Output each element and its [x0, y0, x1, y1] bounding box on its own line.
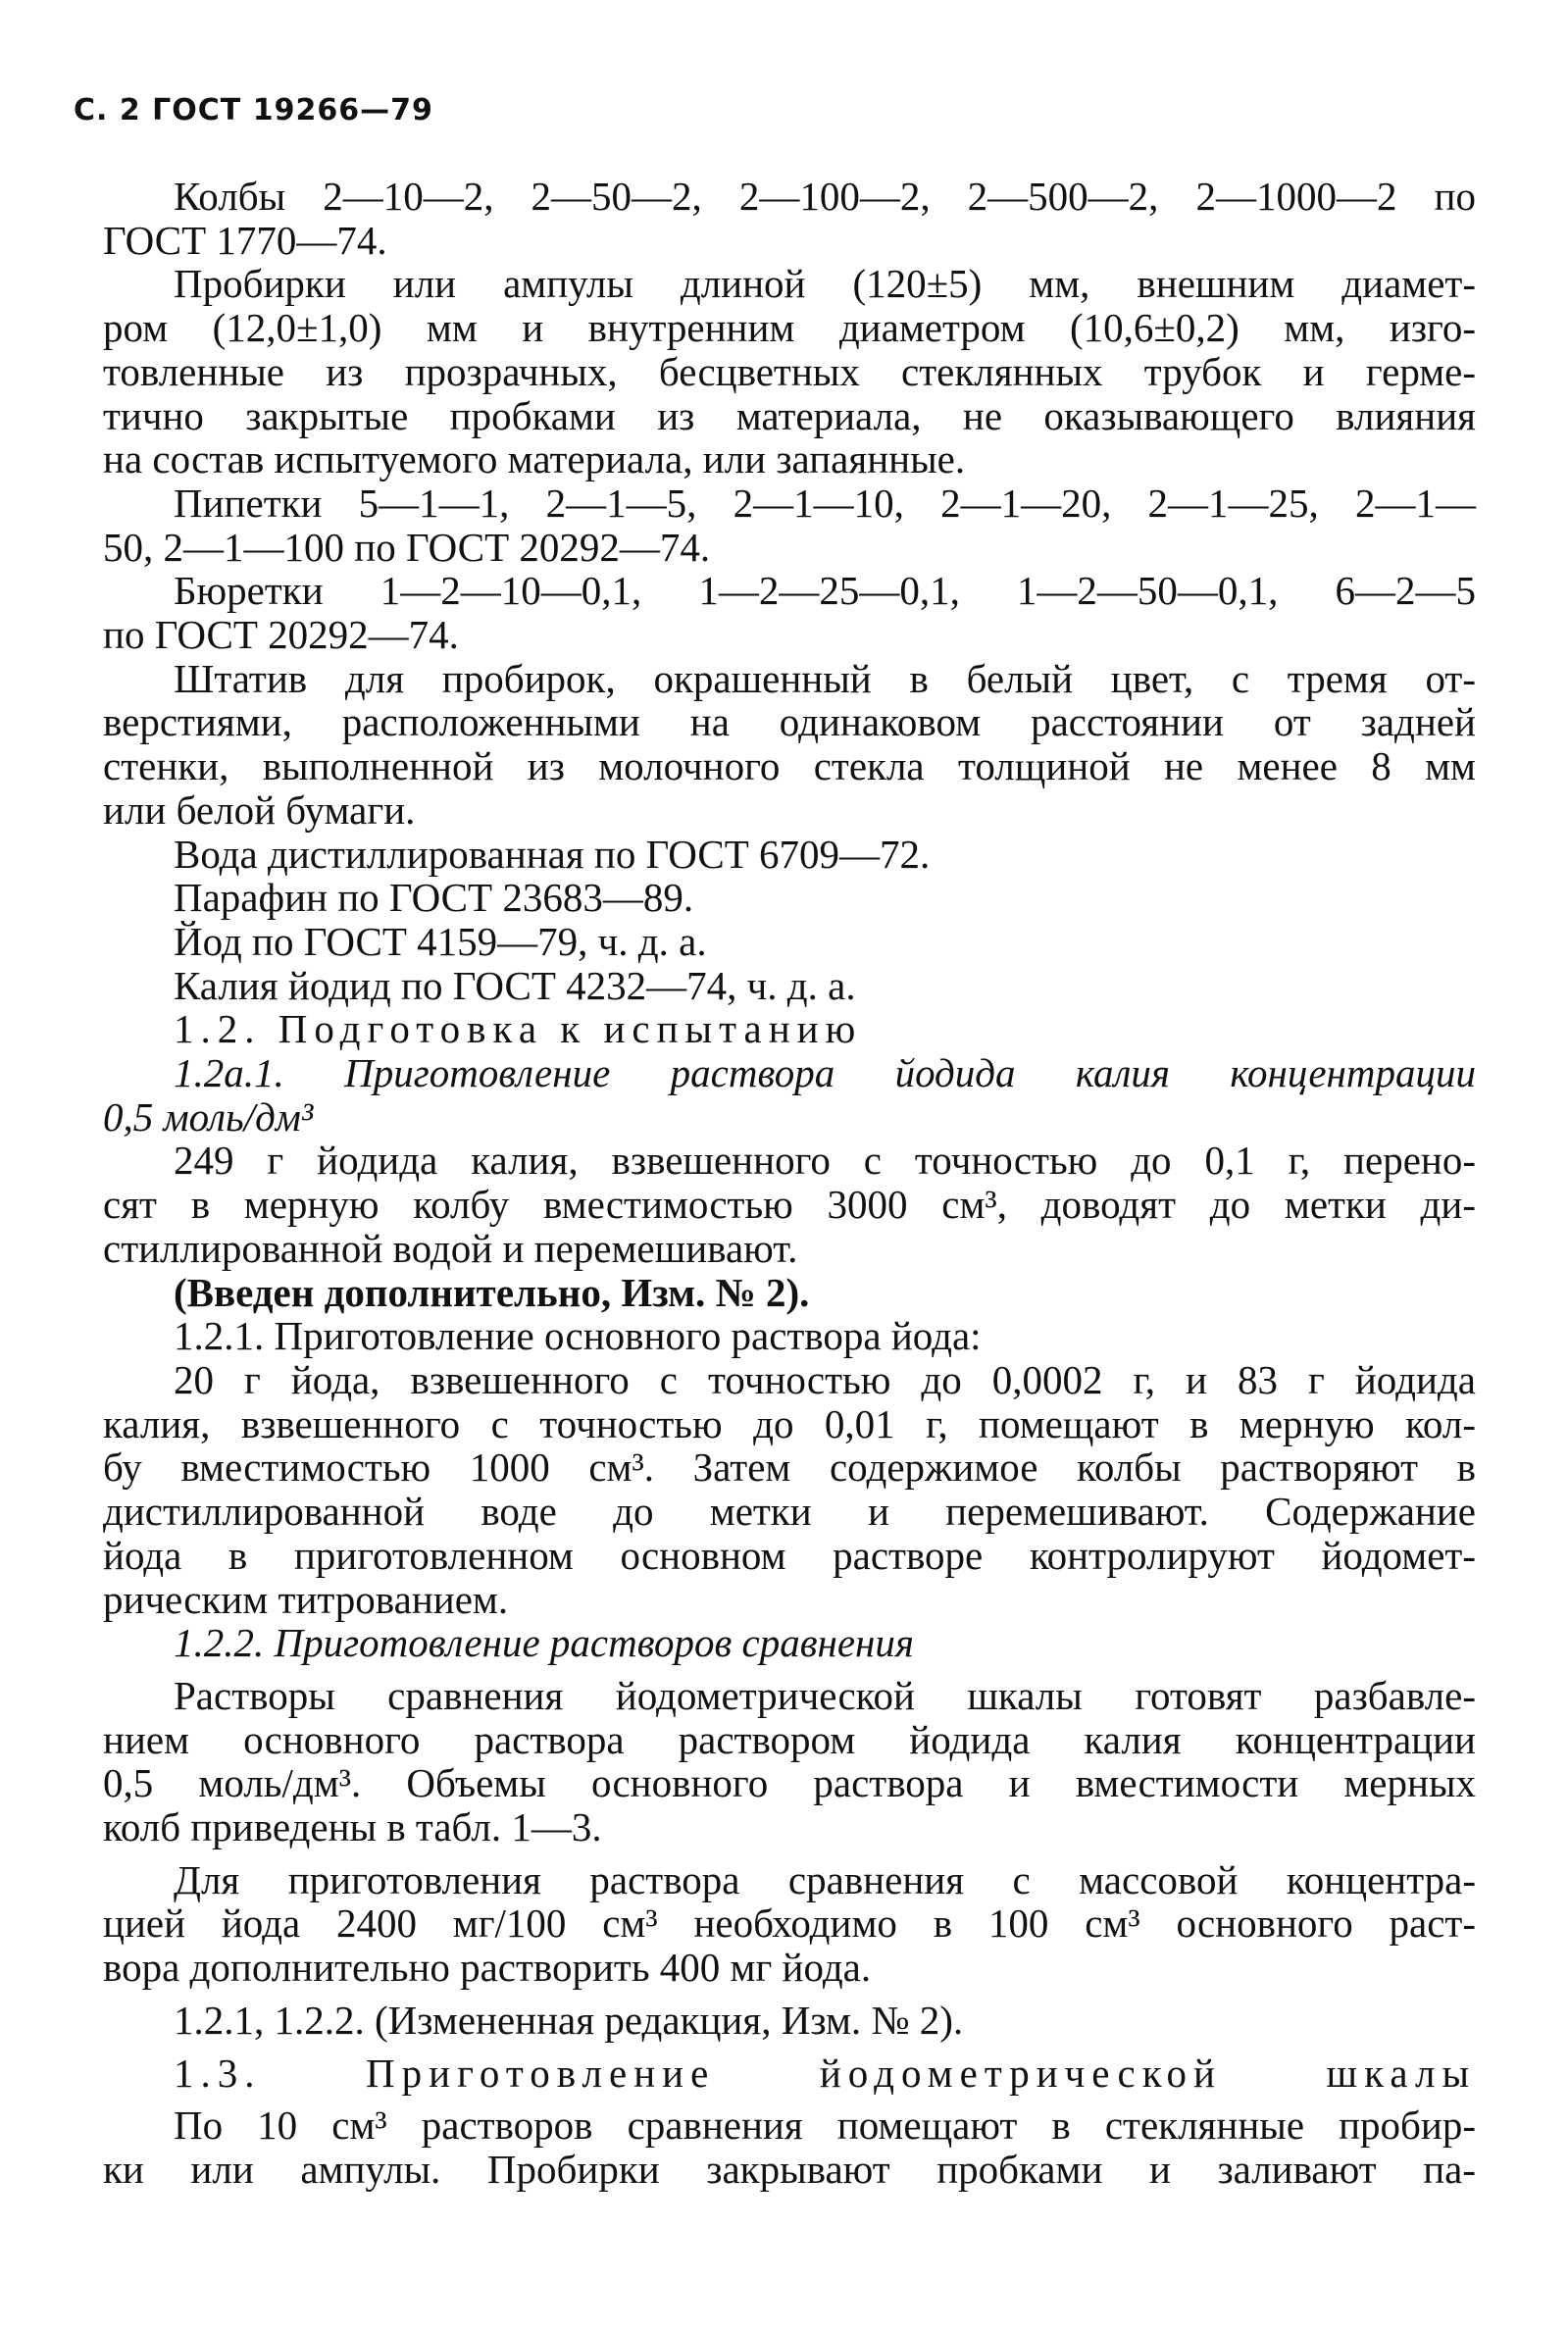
text-line: тично закрытые пробками из материала, не оказывающего влияния: [103, 392, 1476, 438]
text-line: Штатив для пробирок, окрашенный в белый цвет, с тремя от-: [174, 655, 1476, 701]
text-line: на состав испытуемого материала, или запаянные.: [103, 436, 966, 482]
text-line: ки или ампулы. Пробирки закрывают пробками и заливают па-: [103, 2146, 1476, 2192]
text-line: стиллированной водой и перемешивают.: [103, 1225, 798, 1271]
text-line: цией йода 2400 мг/100 см³ необходимо в 100 см³ основного раст-: [103, 1900, 1476, 1947]
text-line: Пипетки 5—1—1, 2—1—5, 2—1—10, 2—1—20, 2—1—25, 2—1—: [174, 480, 1476, 526]
text-line: Парафин по ГОСТ 23683—89.: [174, 875, 694, 921]
text-line: нием основного раствора раствором йодида калия концентрации: [103, 1716, 1476, 1762]
document-body: [103, 175, 1476, 2192]
text-line: Бюретки 1—2—10—0,1, 1—2—25—0,1, 1—2—50—0,1, 6—2—5: [174, 568, 1476, 614]
text-line: По 10 см³ растворов сравнения помещают в стеклянные пробир-: [174, 2102, 1476, 2149]
text-line: дистиллированной воде до метки и перемешивают. Содержание: [103, 1489, 1476, 1535]
text-line: ром (12,0±1,0) мм и внутренним диаметром (10,6±0,2) мм, изго-: [103, 305, 1476, 351]
text-line: Для приготовления раствора сравнения с массовой концентра-: [174, 1856, 1476, 1902]
text-line: 1.2а.1. Приготовление раствора йодида калия концентрации: [174, 1050, 1476, 1096]
text-line: бу вместимостью 1000 см³. Затем содержимое колбы растворяют в: [103, 1444, 1476, 1491]
page-header: С. 2 ГОСТ 19266—79: [74, 93, 433, 127]
text-line: Йод по ГОСТ 4159—79, ч. д. а.: [174, 918, 707, 964]
text-line: товленные из прозрачных, бесцветных стеклянных трубок и герме-: [103, 348, 1476, 394]
text-line: Вода дистиллированная по ГОСТ 6709—72.: [174, 831, 931, 877]
text-line: йода в приготовленном основном растворе контролируют йодомет-: [103, 1532, 1476, 1578]
text-line: рическим титрованием.: [103, 1576, 509, 1622]
text-line: 0,5 моль/дм³: [103, 1093, 314, 1140]
text-line: (Введен дополнительно, Изм. № 2).: [174, 1269, 810, 1315]
text-line: 249 г йодида калия, взвешенного с точностью до 0,1 г, перено-: [174, 1138, 1476, 1184]
text-line: 1.3. Приготовление йодометрической шкалы: [174, 2050, 1476, 2096]
text-line: Колбы 2—10—2, 2—50—2, 2—100—2, 2—500—2, 2—1000—2 по: [174, 174, 1476, 219]
text-line: стенки, выполненной из молочного стекла толщиной не менее 8 мм: [103, 743, 1476, 789]
text-line: калия, взвешенного с точностью до 0,01 г, помещают в мерную кол-: [103, 1400, 1476, 1446]
text-line: Пробирки или ампулы длиной (120±5) мм, внешним диамет-: [174, 261, 1476, 307]
text-line: сят в мерную колбу вместимостью 3000 см³, доводят до метки ди-: [103, 1182, 1476, 1228]
text-line: 1.2.1. Приготовление основного раствора йода:: [174, 1313, 982, 1359]
text-line: 1.2.1, 1.2.2. (Измененная редакция, Изм. № 2).: [174, 1997, 964, 2043]
text-line: или белой бумаги.: [103, 786, 416, 833]
text-line: 50, 2—1—100 по ГОСТ 20292—74.: [103, 524, 711, 570]
text-line: колб приведены в табл. 1—3.: [103, 1804, 602, 1850]
text-line: вора дополнительно растворить 400 мг йода.: [103, 1945, 872, 1991]
text-line: 20 г йода, взвешенного с точностью до 0,0002 г, и 83 г йодида: [174, 1356, 1476, 1402]
text-line: Калия йодид по ГОСТ 4232—74, ч. д. а.: [174, 962, 856, 1008]
text-line: по ГОСТ 20292—74.: [103, 612, 459, 658]
text-line: Растворы сравнения йодометрической шкалы готовят разбавле-: [174, 1672, 1476, 1718]
text-line: 1.2.2. Приготовление растворов сравнения: [174, 1620, 914, 1666]
text-line: верстиями, расположенными на одинаковом расстоянии от задней: [103, 699, 1476, 745]
text-line: 1.2. Подготовка к испытанию: [174, 1006, 863, 1052]
text-line: 0,5 моль/дм³. Объемы основного раствора и вместимости мерных: [103, 1760, 1476, 1806]
text-line: ГОСТ 1770—74.: [103, 217, 387, 263]
